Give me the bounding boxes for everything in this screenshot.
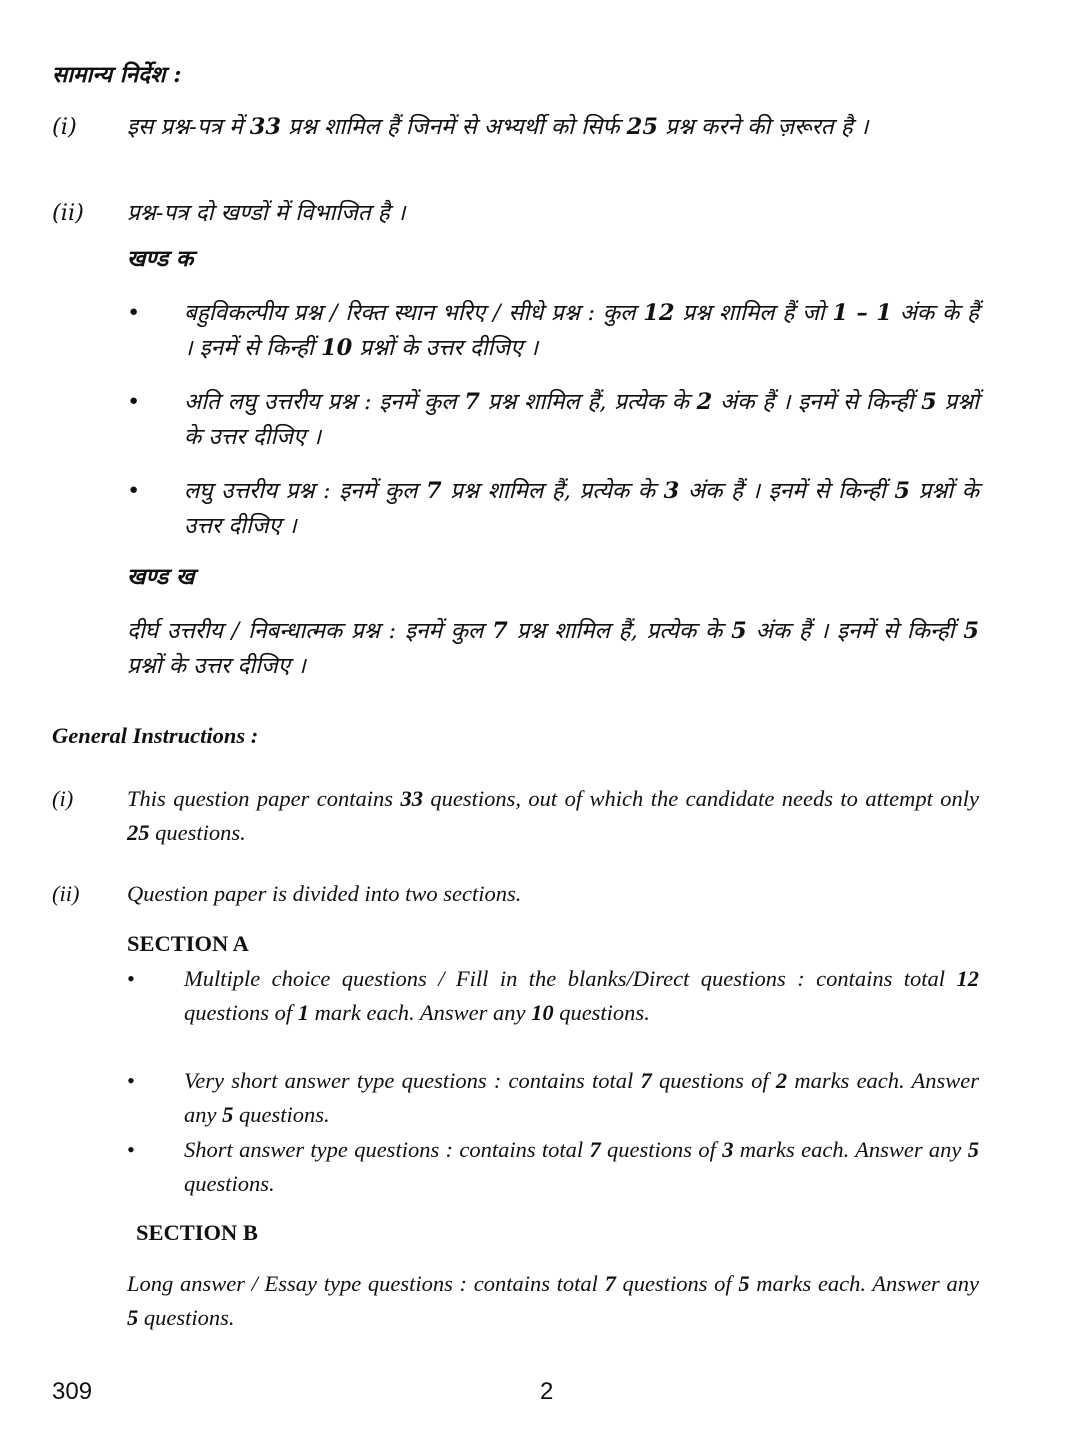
english-instruction-1-number: (i)	[52, 786, 74, 811]
bullet-point-icon: •	[127, 389, 141, 415]
hindi-instruction-2-text: प्रश्न-पत्र दो खण्डों में विभाजित है ।	[127, 200, 406, 226]
hindi-instruction-1-number: (i)	[52, 114, 77, 140]
english-instruction-2-number: (ii)	[52, 881, 80, 906]
hindi-section-a-bullet-1-text: बहुविकल्पीय प्रश्न / रिक्त स्थान भरिए / सीधे प्रश्न : कुल 12 प्रश्न शामिल हैं जो 1 – 1 अंक के हैं । इनमें से किन्हीं 10 प्रश्नों के उत्तर दीजिए ।	[184, 300, 979, 361]
hindi-instruction-2-number: (ii)	[52, 200, 84, 226]
english-section-b-text: Long answer / Essay type questions : contains total 7 questions of 5 marks each. Answer any 5 questions.	[127, 1271, 979, 1330]
hindi-section-a-label: खण्ड क	[127, 246, 194, 272]
hindi-instruction-1	[52, 110, 979, 145]
bullet-point-icon: •	[127, 300, 141, 326]
english-section-a-bullet-3	[127, 1133, 979, 1201]
english-instruction-2	[52, 877, 979, 911]
bullet-point-icon: •	[127, 1068, 135, 1093]
english-section-a-bullet-3-text: Short answer type questions : contains total 7 questions of 3 marks each. Answer any 5 questions.	[184, 1137, 979, 1196]
hindi-instruction-1-text: इस प्रश्न-पत्र में 33 प्रश्न शामिल हैं जिनमें से अभ्यर्थी को सिर्फ 25 प्रश्न करने की ज़रूरत है ।	[127, 114, 869, 140]
hindi-section-a-bullet-3-text: लघु उत्तरीय प्रश्न : इनमें कुल 7 प्रश्न शामिल हैं, प्रत्येक के 3 अंक हैं । इनमें से किन्हीं 5 प्रश्नों के उत्तर दीजिए ।	[184, 478, 979, 539]
english-section-a-bullet-1-text: Multiple choice questions / Fill in the blanks/Direct questions : contains total 12 questions of 1 mark each. Answer any 10 questions.	[184, 966, 979, 1025]
bullet-point-icon: •	[127, 478, 141, 504]
hindi-section-b-text: दीर्घ उत्तरीय / निबन्धात्मक प्रश्न : इनमें कुल 7 प्रश्न शामिल हैं, प्रत्येक के 5 अंक हैं । इनमें से किन्हीं 5 प्रश्नों के उत्तर दीजिए ।	[127, 618, 979, 679]
hindi-section-a-bullet-2-text: अति लघु उत्तरीय प्रश्न : इनमें कुल 7 प्रश्न शामिल हैं, प्रत्येक के 2 अंक हैं । इनमें से किन्हीं 5 प्रश्नों के उत्तर दीजिए ।	[184, 389, 980, 450]
english-instruction-1	[52, 782, 979, 850]
hindi-section-a-bullet-3	[127, 474, 979, 544]
english-instruction-2-text: Question paper is divided into two sections.	[127, 881, 522, 906]
english-heading: General Instructions :	[52, 723, 259, 748]
english-section-b-label: SECTION B	[136, 1220, 258, 1245]
english-section-a-bullet-1	[127, 962, 979, 1030]
hindi-section-a-bullet-2	[127, 385, 979, 455]
hindi-heading: सामान्य निर्देश :	[52, 62, 182, 88]
english-instruction-1-text: This question paper contains 33 questions, out of which the candidate needs to attempt only 25 questions.	[127, 786, 979, 845]
paper-code: 309	[52, 1378, 93, 1405]
english-section-a-label: SECTION A	[127, 931, 249, 956]
page-number: 2	[540, 1378, 554, 1405]
hindi-section-b-label: खण्ड ख	[127, 564, 195, 590]
english-section-a-bullet-2	[127, 1064, 979, 1132]
hindi-section-a-bullet-1	[127, 296, 979, 366]
english-section-a-bullet-2-text: Very short answer type questions : contains total 7 questions of 2 marks each. Answer any 5 questions.	[184, 1068, 979, 1127]
bullet-point-icon: •	[127, 966, 135, 991]
hindi-instruction-2	[52, 196, 979, 231]
bullet-point-icon: •	[127, 1137, 135, 1162]
